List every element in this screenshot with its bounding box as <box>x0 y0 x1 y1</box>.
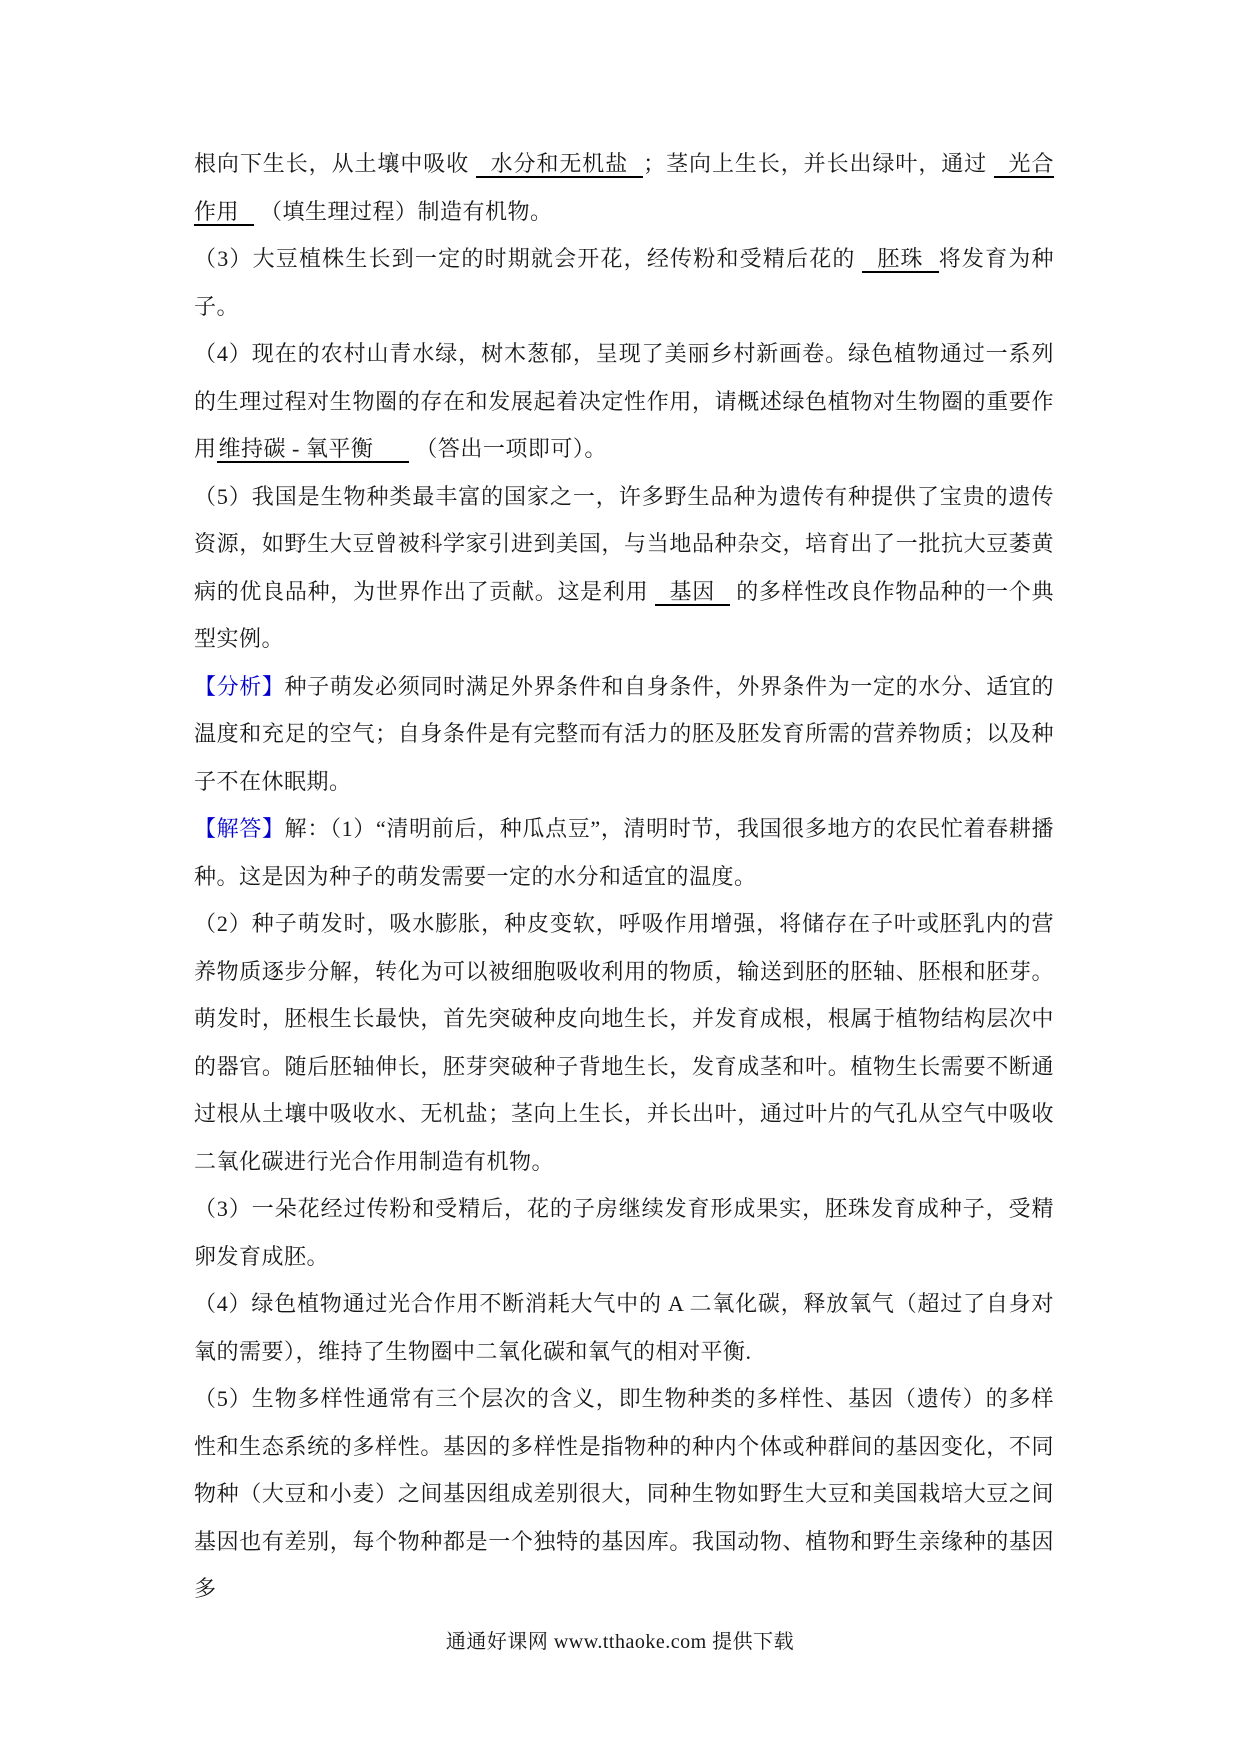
body-text: （4）绿色植物通过光合作用不断消耗大气中的 A 二氧化碳，释放氧气（超过了自身对氧的需要），维持了生物圈中二氧化碳和氧气的相对平衡. <box>194 1291 1054 1364</box>
body-text: 根向下生长，从土壤中吸收 <box>194 151 470 176</box>
paragraph-q4-biosphere <box>194 330 1054 473</box>
page-footer <box>0 1618 1240 1666</box>
paragraph-answer-part5 <box>194 1375 1054 1613</box>
body-text: 种子萌发必须同时满足外界条件和自身条件，外界条件为一定的水分、适宜的温度和充足的空气；自身条件是有完整而有活力的胚及胚发育所需的营养物质；以及种子不在休眠期。 <box>194 673 1054 794</box>
body-text: （答出一项即可）。 <box>415 436 607 461</box>
paragraph-analysis <box>194 663 1054 806</box>
paragraph-q3-flower <box>194 235 1054 330</box>
answer-label: 【解答】 <box>194 816 285 841</box>
body-text: （2）种子萌发时，吸水膨胀，种皮变软，呼吸作用增强，将储存在子叶或胚乳内的营养物质逐步分解，转化为可以被细胞吸收利用的物质，输送到胚的胚轴、胚根和胚芽。萌发时，胚根生长最快，首先突破种皮向地生长，并发育成根，根属于植物结构层次中的器官。随后胚轴伸长，胚芽突破种子背地生长，发育成茎和叶。植物生长需要不断通过根从土壤中吸收水、无机盐；茎向上生长，并长出叶，通过叶片的气孔从空气中吸收二氧化碳进行光合作用制造有机物。 <box>194 911 1054 1174</box>
analysis-label: 【分析】 <box>194 673 285 699</box>
body-text: 将发育为种子。 <box>194 246 1054 319</box>
document-content <box>194 140 1054 1613</box>
footer-site-text: 通通好课网 www.tthaoke.com 提供下载 <box>445 1631 795 1653</box>
body-text: 解：（1）“清明前后，种瓜点豆”，清明时节，我国很多地方的农民忙着春耕播种。这是因为种子的萌发需要一定的水分和适宜的温度。 <box>194 816 1054 889</box>
body-text: （填生理过程）制造有机物。 <box>260 198 553 224</box>
paragraph-answer-part2 <box>194 900 1054 1185</box>
paragraph-answer-part4 <box>194 1280 1054 1375</box>
paragraph-q2-roots-and-stem <box>194 140 1054 235</box>
body-text: （3）大豆植株生长到一定的时期就会开花，经传粉和受精后花的 <box>194 246 856 271</box>
paragraph-answer-part1 <box>194 805 1054 900</box>
answer-blank-carbon-oxygen-balance: 维持碳 - 氧平衡 <box>217 436 410 463</box>
body-text: （3）一朵花经过传粉和受精后，花的子房继续发育形成果实，胚珠发育成种子，受精卵发育成胚。 <box>194 1196 1054 1269</box>
body-text: ；茎向上生长，并长出绿叶，通过 <box>643 151 988 176</box>
body-text: （5）生物多样性通常有三个层次的含义，即生物种类的多样性、基因（遗传）的多样性和生态系统的多样性。基因的多样性是指物种的种内个体或种群间的基因变化，不同物种（大豆和小麦）之间基因组成差别很大，同种生物如野生大豆和美国栽培大豆之间基因也有差别，每个物种都是一个独特的基因库。我国动物、植物和野生亲缘种的基因多 <box>194 1386 1054 1601</box>
paragraph-answer-part3 <box>194 1185 1054 1280</box>
answer-blank-gene: 基因 <box>655 579 730 606</box>
answer-blank-ovule: 胚珠 <box>862 246 938 273</box>
paragraph-q5-gene-diversity <box>194 473 1054 663</box>
body-text: （5）我国是生物种类最丰富的国家之一，许多野生品种为遗传有种提供了宝贵的遗传资源，如野生大豆曾被科学家引进到美国，与当地品种杂交，培育出了一批抗大豆萎黄病的优良品种，为世界作出了贡献。这是利用 <box>194 483 1054 604</box>
answer-blank-water-minerals: 水分和无机盐 <box>476 151 644 178</box>
body-text: 的多样性改良作物品种的一个典型实例。 <box>194 578 1054 651</box>
body-text: （4）现在的农村山青水绿，树木葱郁，呈现了美丽乡村新画卷。绿色植物通过一系列的生理过程对生物圈的存在和发展起着决定性作用，请概述绿色植物对生物圈的重要作用 <box>194 341 1054 461</box>
answer-blank-photosynthesis: 光合作用 <box>194 151 1054 224</box>
